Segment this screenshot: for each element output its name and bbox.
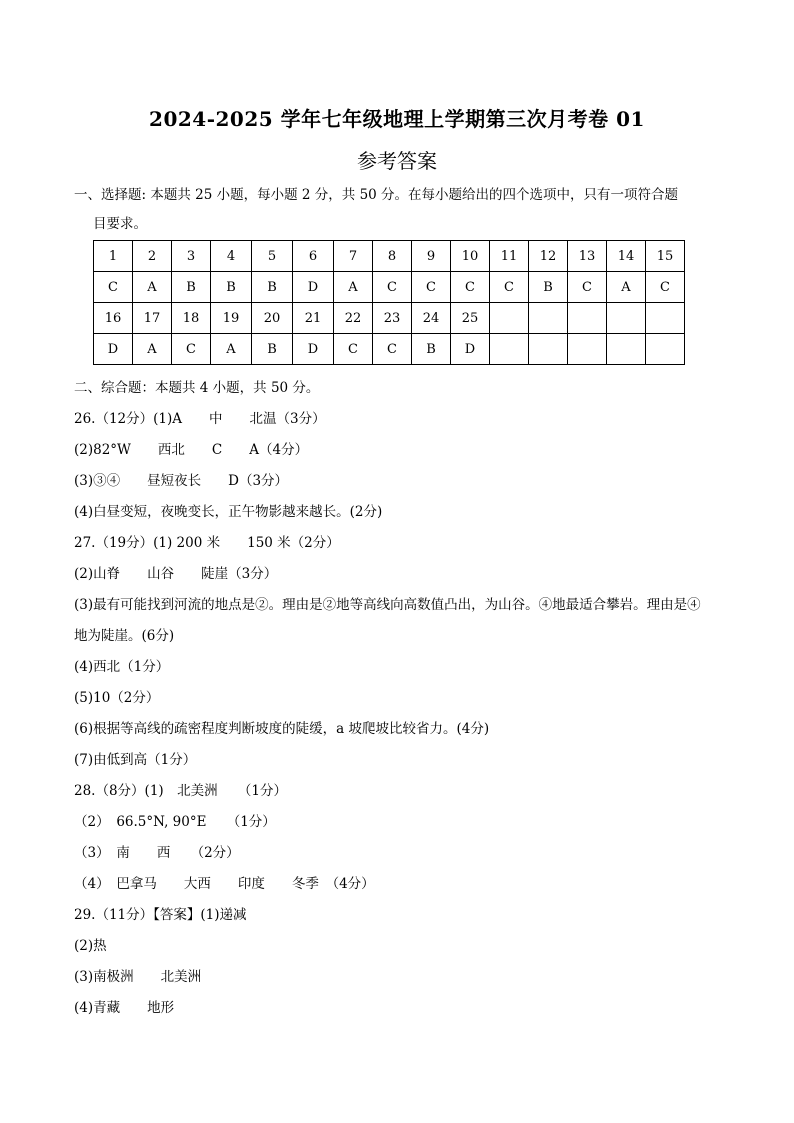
table-cell: 17 xyxy=(133,303,172,334)
table-cell: A xyxy=(133,272,172,303)
table-cell: D xyxy=(293,334,334,365)
table-cell: B xyxy=(412,334,451,365)
table-cell: A xyxy=(607,272,646,303)
answer-table xyxy=(93,240,685,365)
table-cell xyxy=(490,303,529,334)
answer-line: （2） 66.5°N, 90°E （1分） xyxy=(74,814,276,830)
table-cell: C xyxy=(373,334,412,365)
section2-heading: 二、综合题：本题共 4 小题，共 50 分。 xyxy=(74,380,320,396)
answer-line: 28.（8分）(1) 北美洲 （1分） xyxy=(74,783,288,799)
answer-line: (6)根据等高线的疏密程度判断坡度的陡缓，a 坡爬坡比较省力。(4分) xyxy=(74,721,490,737)
answer-line: (4)西北（1分） xyxy=(74,659,170,675)
table-cell: 16 xyxy=(94,303,133,334)
table-cell: B xyxy=(211,272,252,303)
table-cell: 20 xyxy=(252,303,293,334)
table-cell: C xyxy=(373,272,412,303)
answer-line: (3)南极洲 北美洲 xyxy=(74,969,202,985)
table-cell: B xyxy=(252,334,293,365)
table-cell xyxy=(529,334,568,365)
answer-line: 26.（12分）(1)A 中 北温（3分） xyxy=(74,411,326,427)
table-cell xyxy=(607,334,646,365)
answer-line: 地为陡崖。(6分) xyxy=(74,628,175,644)
table-cell: 13 xyxy=(568,241,607,272)
table-cell: 24 xyxy=(412,303,451,334)
table-cell: 19 xyxy=(211,303,252,334)
table-cell: A xyxy=(211,334,252,365)
table-cell: 14 xyxy=(607,241,646,272)
table-cell: 8 xyxy=(373,241,412,272)
table-cell: 18 xyxy=(172,303,211,334)
table-cell: C xyxy=(646,272,685,303)
table-cell: 11 xyxy=(490,241,529,272)
table-cell: 6 xyxy=(293,241,334,272)
table-cell: C xyxy=(334,334,373,365)
answer-line: (4)青藏 地形 xyxy=(74,1000,175,1016)
answer-line: (4)白昼变短，夜晚变长，正午物影越来越长。(2分) xyxy=(74,504,383,520)
table-cell: 4 xyxy=(211,241,252,272)
table-cell: D xyxy=(94,334,133,365)
table-cell xyxy=(607,303,646,334)
table-cell: 10 xyxy=(451,241,490,272)
answer-line: 27.（19分）(1) 200 米 150 米（2分） xyxy=(74,535,340,551)
answer-line: （4） 巴拿马 大西 印度 冬季 （4分） xyxy=(74,876,375,892)
table-cell: B xyxy=(529,272,568,303)
table-cell: B xyxy=(172,272,211,303)
table-cell: 2 xyxy=(133,241,172,272)
table-cell: D xyxy=(293,272,334,303)
table-row xyxy=(94,303,685,334)
table-cell: D xyxy=(451,334,490,365)
section1-instructions-line2: 目要求。 xyxy=(93,216,147,232)
table-cell: 23 xyxy=(373,303,412,334)
answer-line: (5)10（2分） xyxy=(74,690,160,706)
table-cell: A xyxy=(334,272,373,303)
answer-line: (2)山脊 山谷 陡崖（3分） xyxy=(74,566,278,582)
table-cell: 15 xyxy=(646,241,685,272)
table-cell: C xyxy=(490,272,529,303)
table-cell: B xyxy=(252,272,293,303)
table-cell xyxy=(646,334,685,365)
table-cell: C xyxy=(412,272,451,303)
answer-line: (7)由低到高（1分） xyxy=(74,752,197,768)
table-cell: 9 xyxy=(412,241,451,272)
table-cell xyxy=(568,334,607,365)
table-cell: C xyxy=(568,272,607,303)
table-cell: 3 xyxy=(172,241,211,272)
answer-line: (2)热 xyxy=(74,938,107,954)
table-cell: A xyxy=(133,334,172,365)
table-row xyxy=(94,334,685,365)
table-cell xyxy=(568,303,607,334)
table-cell: 21 xyxy=(293,303,334,334)
table-cell: 7 xyxy=(334,241,373,272)
page-title: 2024-2025 学年七年级地理上学期第三次月考卷 01 xyxy=(149,107,645,131)
answer-line: (2)82°W 西北 C A（4分） xyxy=(74,442,309,458)
table-cell: C xyxy=(451,272,490,303)
table-cell: 22 xyxy=(334,303,373,334)
table-cell xyxy=(490,334,529,365)
answer-line: (3)最有可能找到河流的地点是②。理由是②地等高线向高数值凸出，为山谷。④地最适合攀岩。理由是④ xyxy=(74,597,701,613)
table-cell: C xyxy=(172,334,211,365)
table-cell: C xyxy=(94,272,133,303)
table-cell: 12 xyxy=(529,241,568,272)
answer-line: (3)③④ 昼短夜长 D（3分） xyxy=(74,473,289,489)
table-row xyxy=(94,272,685,303)
answer-line: 29.（11分）【答案】(1)递减 xyxy=(74,907,247,923)
table-cell xyxy=(529,303,568,334)
table-cell: 25 xyxy=(451,303,490,334)
table-cell xyxy=(646,303,685,334)
page-subtitle: 参考答案 xyxy=(357,149,437,173)
table-cell: 5 xyxy=(252,241,293,272)
table-cell: 1 xyxy=(94,241,133,272)
table-row xyxy=(94,241,685,272)
section1-instructions-line1: 一、选择题: 本题共 25 小题，每小题 2 分，共 50 分。在每小题给出的四个选项中，只有一项符合题 xyxy=(74,187,679,203)
answer-line: （3） 南 西 （2分） xyxy=(74,845,240,861)
